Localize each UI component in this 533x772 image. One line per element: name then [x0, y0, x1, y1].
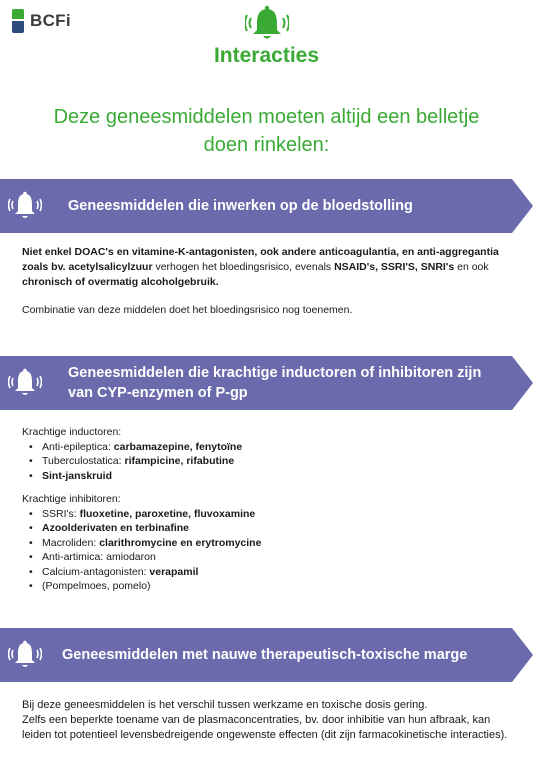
list-item-bold: Sint-janskruid — [42, 469, 113, 482]
body-text: en ook — [454, 261, 489, 273]
list-item — [22, 521, 514, 536]
list-item — [22, 469, 514, 484]
list-item — [22, 507, 514, 522]
list-item — [22, 565, 514, 580]
list-item-text: Tuberculostatica: — [42, 455, 125, 467]
body-bold-text: NSAID's, SSRI'S, SNRI's — [334, 261, 455, 273]
bcfi-logo — [10, 8, 71, 34]
bell-ringing-icon — [245, 4, 289, 44]
list-item-bold: clarithromycine en erytromycine — [99, 536, 262, 549]
list-item-bold: verapamil — [149, 565, 199, 578]
list-item-bold: carbamazepine, fenytoïne — [113, 440, 243, 453]
body-paragraph: Bij deze geneesmiddelen is het verschil tussen werkzame en toxische dosis gering. — [22, 699, 428, 711]
list-item-bold: rifampicine, rifabutine — [124, 455, 235, 467]
section-heading: Geneesmiddelen die krachtige inductoren of inhibitoren zijn van CYP-enzymen of P-gp — [68, 365, 482, 401]
list-item-text: Macroliden: — [42, 536, 100, 549]
section-body-toxische-marge — [22, 698, 514, 743]
list-item — [22, 550, 514, 565]
inductors-heading: Krachtige inductoren: — [22, 426, 122, 438]
list-item-text: (Pompelmoes, pomelo) — [42, 580, 151, 592]
body-text: verhogen het bloedingsrisico, evenals — [152, 261, 335, 273]
logo-mark-icon — [10, 8, 26, 34]
body-paragraph: Zelfs een beperkte toename van de plasmaconcentraties, bv. door inhibitie van hun afbraak, kan leiden tot potentieel levensbedreigende ongewenste effecten (dit zijn farmacokinetische interacties). — [22, 714, 508, 741]
body-bold-text: Niet enkel DOAC's en vitamine-K-antagonisten, ook andere anticoagulantia, en anti-aggregantia zoals bv. acetylsalicylzuur — [22, 246, 499, 273]
section-body-bloedstolling — [22, 245, 514, 290]
section-banner-bloedstolling — [0, 179, 533, 233]
inhibitors-list — [22, 507, 514, 594]
bell-ringing-icon — [8, 190, 42, 222]
section-banner-toxische-marge — [0, 628, 533, 682]
list-item — [22, 536, 514, 551]
section-heading: Geneesmiddelen die inwerken op de bloedstolling — [68, 198, 413, 214]
bell-ringing-icon — [8, 367, 42, 399]
list-item-bold: fluoxetine, paroxetine, fluvoxamine — [79, 507, 256, 520]
list-item — [22, 579, 514, 594]
logo-text: BCFi — [30, 11, 71, 30]
inhibitors-heading: Krachtige inhibitoren: — [22, 493, 121, 505]
section-body-paragraph: Combinatie van deze middelen doet het bloedingsrisico nog toenemen. — [22, 304, 353, 316]
list-item-text: Calcium-antagonisten: — [42, 565, 150, 578]
list-item — [22, 454, 514, 469]
list-item-text: SSRI's: — [42, 507, 80, 520]
section-heading: Geneesmiddelen met nauwe therapeutisch-toxische marge — [62, 647, 468, 663]
list-item-bold: Azoolderivaten en terbinafine — [42, 522, 190, 534]
page-subtitle: Deze geneesmiddelen moeten altijd een belletje doen rinkelen: — [53, 106, 480, 156]
page-title: Interacties — [213, 44, 320, 67]
section-banner-cyp — [0, 356, 533, 410]
body-bold-text: chronisch of overmatig alcoholgebruik. — [22, 276, 219, 288]
list-item-text: Anti-artimica: amiodaron — [42, 551, 156, 563]
section-body-cyp — [22, 425, 514, 594]
list-item-text: Anti-epileptica: — [42, 440, 114, 453]
inductors-list — [22, 440, 514, 484]
bell-ringing-icon — [8, 639, 42, 671]
list-item — [22, 440, 514, 455]
